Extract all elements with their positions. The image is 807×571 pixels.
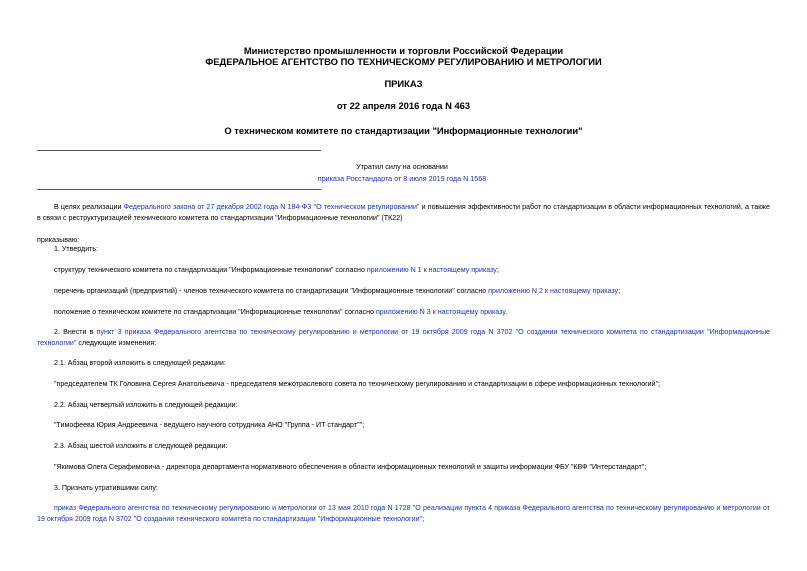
preamble-paragraph [37, 202, 770, 223]
item-1a [54, 265, 499, 275]
document-title: О техническом комитете по стандартизации "Информационные технологии" [224, 125, 583, 136]
order-word: приказываю: [37, 236, 80, 244]
item-1b-text: перечень организаций (предприятий) - членов технического комитета по стандартизации "Информационные технологии" согласно [54, 287, 489, 295]
item-2-3-heading: 2.3. Абзац шестой изложить в следующей редакции: [54, 442, 228, 450]
agency-name: ФЕДЕРАЛЬНОЕ АГЕНТСТВО ПО ТЕХНИЧЕСКОМУ РЕГУЛИРОВАНИЮ И МЕТРОЛОГИИ [205, 56, 602, 67]
ministry-name: Министерство промышленности и торговли Российской Федерации [243, 45, 564, 56]
item-3-heading: 3. Признать утратившими силу: [54, 484, 158, 492]
item-1c-end: . [505, 308, 508, 316]
item-2-paragraph [37, 327, 770, 348]
document-date: от 22 апреля 2016 года N 463 [336, 100, 471, 111]
item-2-2-heading: 2.2. Абзац четвертый изложить в следующей редакции: [54, 401, 238, 409]
document-type: ПРИКАЗ [384, 78, 423, 89]
appendix-1-link[interactable]: приложению N 1 к настоящему приказу [366, 266, 497, 274]
item-2-2-text: "Тимофеева Юрия Андреевича - ведущего научного сотрудника АНО "Группа - ИТ стандарт""; [54, 421, 365, 429]
item-2-1-heading: 2.1. Абзац второй изложить в следующей редакции: [54, 359, 226, 367]
item-3-end: ; [422, 514, 425, 523]
item-1b [54, 286, 620, 296]
item-1a-end: ; [496, 266, 499, 274]
item-1-heading: 1. Утвердить: [54, 245, 99, 253]
preamble-text-start: В целях реализации [54, 203, 124, 211]
item-2-3-text: "Якимова Олега Серафимовича - директора департамента нормативного обеспечения в области информационных технологий и защиты информации ФБУ "КВФ "Интерстандарт"; [54, 463, 647, 471]
item-2-1-text: "председателем ТК Головина Сергея Анатольевича - председателя межотраслевого совета по техническому регулированию и стандартизации в сфере информационных технологий"; [54, 380, 661, 388]
federal-law-link[interactable]: Федерального закона от 27 декабря 2002 года N 184-ФЗ "О техническом регулировании" [123, 203, 420, 211]
item-1a-text: структуру технического комитета по стандартизации "Информационные технологии" согласно [54, 266, 367, 274]
item-2-text-end: следующие изменения: [76, 338, 157, 347]
order-3702-link[interactable]: пункт 3 приказа Федерального агентства по техническому регулированию и метрологии от 19 октября 2009 года N 3702 "О создании технического комитета по стандартизации "Информационные технологии" [37, 328, 770, 347]
appendix-2-link[interactable]: приложению N 2 к настоящему приказу [488, 287, 619, 295]
divider-bottom [37, 189, 321, 190]
preamble-text-end: и повышения эффективности работ по стандартизации в области информационных технологий, а также в связи с реструктуризацией технического комитета по стандартизации "Информационные технологии" (ТК22) [37, 203, 770, 222]
status-note-link[interactable]: приказа Росстандарта от 8 июля 2019 года N 1568 [317, 174, 487, 183]
item-1c [54, 307, 507, 317]
item-3-paragraph [37, 503, 770, 524]
appendix-3-link[interactable]: приложению N 3 к настоящему приказу [375, 308, 506, 316]
status-note-text: Утратил силу на основании [356, 162, 448, 171]
item-1b-end: ; [618, 287, 621, 295]
divider-top [37, 150, 321, 151]
order-1728-link[interactable]: приказ Федерального агентства по техническому регулированию и метрологии от 13 мая 2010 года N 1728 "О реализации пункта 4 приказа Федерального агентства по техническому регулированию и метрологии от 19 октября 2009 года N 3702 "О создании технического комитета по стандартизации "Информационные технологии" [37, 504, 770, 523]
item-1c-text: положение о техническом комитете по стандартизации "Информационные технологии" согласно [54, 308, 376, 316]
item-2-text-start: 2. Внести в [54, 328, 97, 336]
